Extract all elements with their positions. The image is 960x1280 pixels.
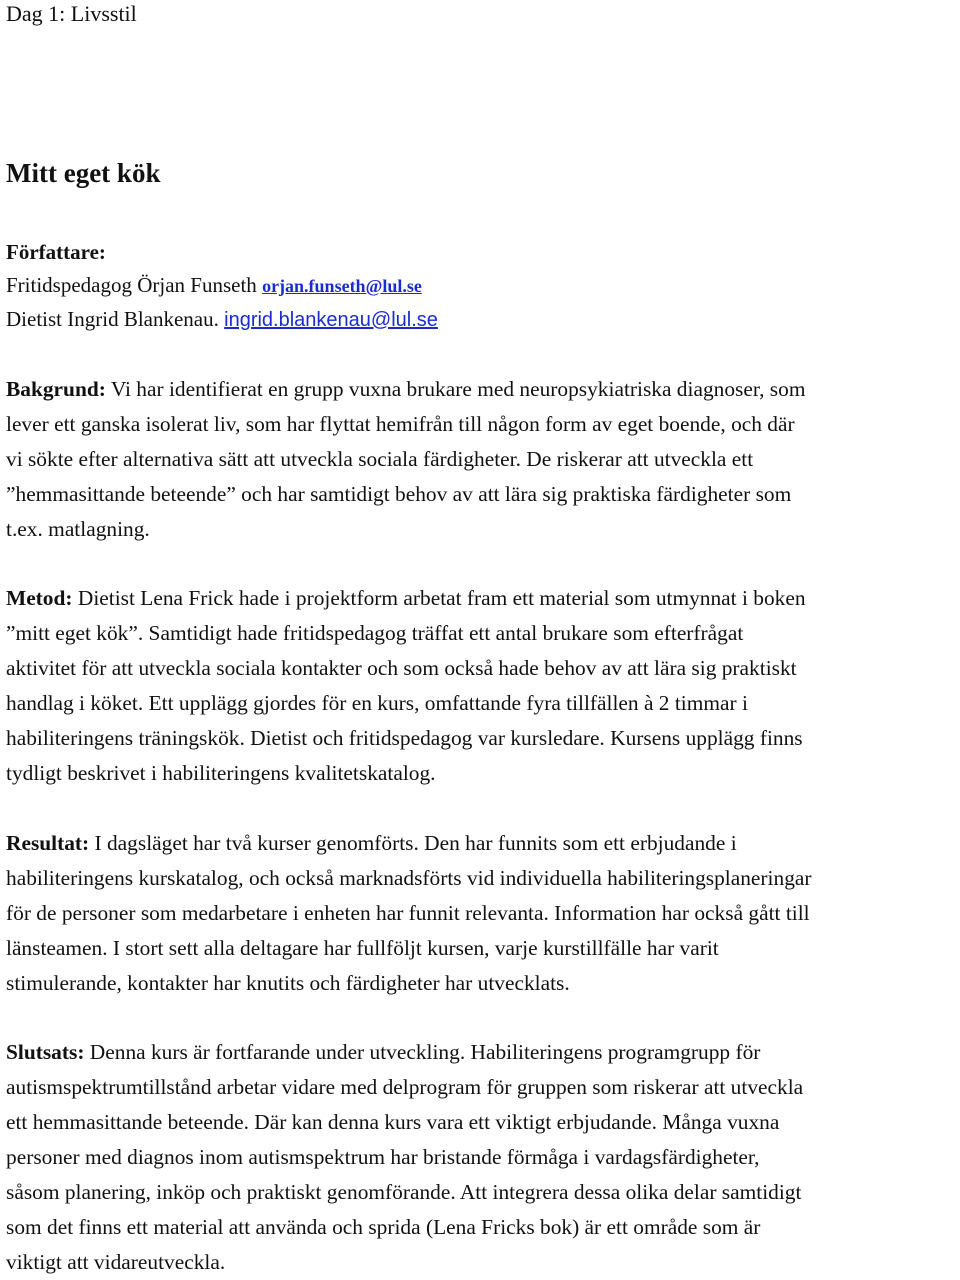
metod-line: Dietist Lena Frick hade i projektform arbetat fram ett material som utmynnat i boken	[72, 586, 806, 610]
slutsats-line: viktigt att vidareutveckla.	[6, 1250, 226, 1274]
metod-label: Metod:	[6, 586, 73, 610]
section-resultat	[6, 826, 958, 1001]
slutsats-line: personer med diagnos inom autismspektrum har bristande förmåga i vardagsfärdigheter,	[6, 1145, 760, 1169]
author-2-email-link[interactable]: ingrid.blankenau@lul.se	[224, 309, 438, 331]
metod-line: aktivitet för att utveckla sociala kontakter och som också hade behov av att lära sig praktiskt	[6, 656, 797, 680]
slutsats-label: Slutsats:	[6, 1040, 85, 1064]
author-1-email-link[interactable]: orjan.funseth@lul.se	[262, 276, 422, 296]
author-line-1	[6, 269, 438, 303]
bakgrund-line: Vi har identifierat en grupp vuxna brukare med neuropsykiatriska diagnoser, som	[105, 377, 806, 401]
resultat-line: stimulerande, kontakter har knutits och färdigheter har utvecklats.	[6, 971, 570, 995]
resultat-label: Resultat:	[6, 831, 90, 855]
author-1-text: Fritidspedagog Örjan Funseth	[6, 273, 263, 297]
page-title: Mitt eget kök	[6, 158, 161, 188]
resultat-line: habiliteringens kurskatalog, och också marknadsförts vid individuella habiliteringsplaneringar	[6, 866, 812, 890]
bakgrund-line: ”hemmasittande beteende” och har samtidigt behov av att lära sig praktiska färdigheter som	[6, 482, 792, 506]
slutsats-line: autismspektrumtillstånd arbetar vidare med delprogram för gruppen som riskerar att utveckla	[6, 1075, 804, 1099]
bakgrund-line: t.ex. matlagning.	[6, 517, 150, 541]
author-2-text: Dietist Ingrid Blankenau.	[6, 307, 225, 331]
bakgrund-line: vi sökte efter alternativa sätt att utveckla sociala färdigheter. De riskerar att utveckla ett	[6, 447, 754, 471]
section-metod	[6, 581, 958, 791]
authors-label: Författare:	[6, 240, 106, 264]
metod-line: handlag i köket. Ett upplägg gjordes för en kurs, omfattande fyra tillfällen à 2 timmar i	[6, 691, 748, 715]
metod-line: tydligt beskrivet i habiliteringens kvalitetskatalog.	[6, 761, 436, 785]
metod-line: habiliteringens träningskök. Dietist och fritidspedagog var kursledare. Kursens upplägg finns	[6, 726, 803, 750]
authors-block	[6, 236, 438, 337]
resultat-line: I dagsläget har två kurser genomförts. Den har funnits som ett erbjudande i	[89, 831, 737, 855]
bakgrund-line: lever ett ganska isolerat liv, som har flyttat hemifrån till någon form av eget boende, och där	[6, 412, 795, 436]
metod-line: ”mitt eget kök”. Samtidigt hade fritidspedagog träffat ett antal brukare som efterfrågat	[6, 621, 744, 645]
bakgrund-label: Bakgrund:	[6, 377, 106, 401]
slutsats-line: som det finns ett material att använda och sprida (Lena Fricks bok) är ett område som är	[6, 1215, 761, 1239]
slutsats-line: såsom planering, inköp och praktiskt genomförande. Att integrera dessa olika delar samtidigt	[6, 1180, 802, 1204]
slutsats-line: ett hemmasittande beteende. Där kan denna kurs vara ett viktigt erbjudande. Många vuxna	[6, 1110, 780, 1134]
author-line-2	[6, 303, 438, 337]
page-header: Dag 1: Livsstil	[6, 1, 137, 26]
section-slutsats	[6, 1035, 958, 1280]
slutsats-line: Denna kurs är fortfarande under utveckling. Habiliteringens programgrupp för	[84, 1040, 761, 1064]
section-bakgrund	[6, 372, 958, 547]
resultat-line: för de personer som medarbetare i enheten har funnit relevanta. Information har också gått till	[6, 901, 810, 925]
resultat-line: länsteamen. I stort sett alla deltagare har fullföljt kursen, varje kurstillfälle har varit	[6, 936, 719, 960]
